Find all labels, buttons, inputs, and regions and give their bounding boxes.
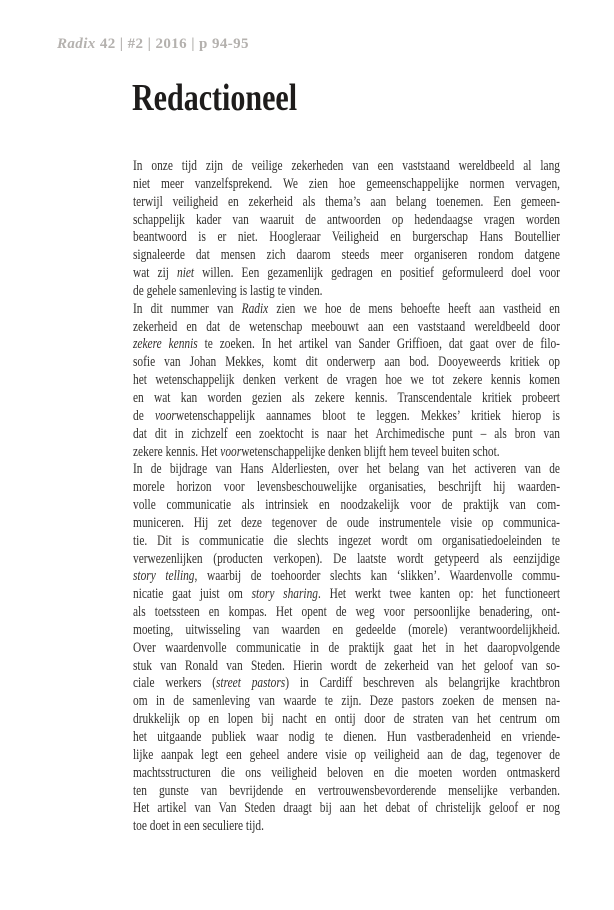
text-line: machtsstructuren die ons veiligheid beloven en die moeten worden ontmaskerd	[133, 764, 560, 781]
text-line: moeting, uitwisseling van waarden en gedeelde (morele) verantwoordelijkheid.	[133, 621, 560, 638]
text-line: nicatie gaat juist om story sharing. Het werkt twee kanten op: het functioneert	[133, 586, 560, 603]
text-line: schappelijk kader van waaruit de antwoorden op hedendaagse vragen worden	[133, 211, 560, 228]
text-line: zekerheid en dat de wetenschap meebouwt aan een vaststaand wereldbeeld door	[133, 318, 560, 335]
text-line: lijke aanpak legt een geheel andere visie op veiligheid aan de dag, tegenover de	[133, 746, 560, 763]
text-line: als toetssteen en kompas. Het opent de weg voor persoonlijke benadering, ont-	[133, 604, 560, 621]
text-line: sofie van Johan Mekkes, komt dit onderwerp aan bod. Dooyeweerds kritiek op	[133, 354, 560, 371]
text-line: morele horizon voor levensbeschouwelijke organisaties, beschrijft hij waarden-	[133, 479, 560, 496]
text-line: stuk van Ronald van Steden. Hierin wordt de zekerheid van het geloof van so-	[133, 657, 560, 674]
text-line: wat zij niet willen. Een gezamenlijk gedragen en positief geformuleerd doel voor	[133, 265, 560, 282]
text-line: In onze tijd zijn de veilige zekerheden van een vaststaand wereldbeeld al lang	[133, 158, 560, 174]
text-line: beantwoord is er niet. Hoogleraar Veiligheid en burgerschap Hans Boutellier	[133, 229, 560, 246]
text-line: In dit nummer van Radix zien we hoe de mens behoefte heeft aan vastheid en	[133, 300, 560, 317]
text-line: het uitgaande publiek waar nodig te dienen. Hun vastberadenheid en vriende-	[133, 729, 560, 745]
text-line: om in de samenleving van waarde te zijn. Deze pastors zoeken de mensen na-	[133, 693, 560, 710]
page-title: Redactioneel	[132, 77, 298, 119]
text-line: zekere kennis te zoeken. In het artikel van Sander Griffioen, dat gaat over de filo-	[133, 336, 560, 353]
text-line: en wat kan worden gezien als zekere kennis. Transcendentale kritiek probeert	[133, 389, 560, 406]
text-line: niet meer vanzelfsprekend. We zien hoe gemeenschappelijke normen vervagen,	[133, 175, 560, 192]
text-line: Het artikel van Van Steden draagt bij aan het debat of christelijk geloof er nog	[133, 800, 560, 817]
text-line: de voorwetenschappelijk aannames bloot te leggen. Mekkes’ kritiek hierop is	[133, 407, 560, 424]
text-line: dat dit in zichzelf een zoektocht is naar het Archimedische punt – als bron van	[133, 425, 560, 442]
text-line: signaleerde dat mensen zich daarom steeds meer organiseren rondom datgene	[133, 247, 560, 264]
text-line: toe doet in een seculiere tijd.	[133, 818, 264, 835]
text-line: de gehele samenleving is lastig te vinden.	[133, 282, 323, 299]
text-line: story telling, waarbij de toehoorder slechts kan ‘slikken’. Waardenvolle commu-	[133, 568, 560, 585]
editorial-body	[133, 158, 560, 836]
text-line: zekere kennis. Het voorwetenschappelijke denken blijft hem teveel buiten schot.	[133, 443, 500, 460]
text-line: tie. Dit is communicatie die slechts ingezet wordt om organisatiedoeleinden te	[133, 532, 560, 549]
text-line: het wetenschappelijk denken verkent de vragen hoe we tot zekere kennis komen	[133, 372, 560, 389]
text-line: In de bijdrage van Hans Alderliesten, over het belang van het activeren van de	[133, 461, 560, 478]
text-line: ten gunste van bevrijdende en vertrouwensbevorderende menselijke verbanden.	[133, 782, 560, 799]
text-line: drukkelijk op en lopen bij nacht en ontij door de straten van het centrum om	[133, 711, 560, 728]
text-line: ciale werkers (street pastors) in Cardiff beschreven als belangrijke krachtbron	[133, 675, 561, 692]
text-line: municeren. Hij zet deze tegenover de oude instrumentele visie op communica-	[133, 514, 560, 531]
text-line: Over waardenvolle communicatie in de praktijk gaat het in het daaropvolgende	[133, 639, 560, 656]
text-line: volle communicatie als intrinsiek en noodzakelijk voor de praktijk van com-	[133, 497, 560, 514]
text-line: verwezenlijken (producten verkopen). De laatste wordt getypeerd als eenzijdige	[133, 550, 560, 567]
journal-header: Radix 42 | #2 | 2016 | p 94-95	[57, 36, 249, 52]
text-line: terwijl veiligheid en zekerheid als thema’s aan belang toenemen. Een gemeen-	[133, 193, 560, 210]
